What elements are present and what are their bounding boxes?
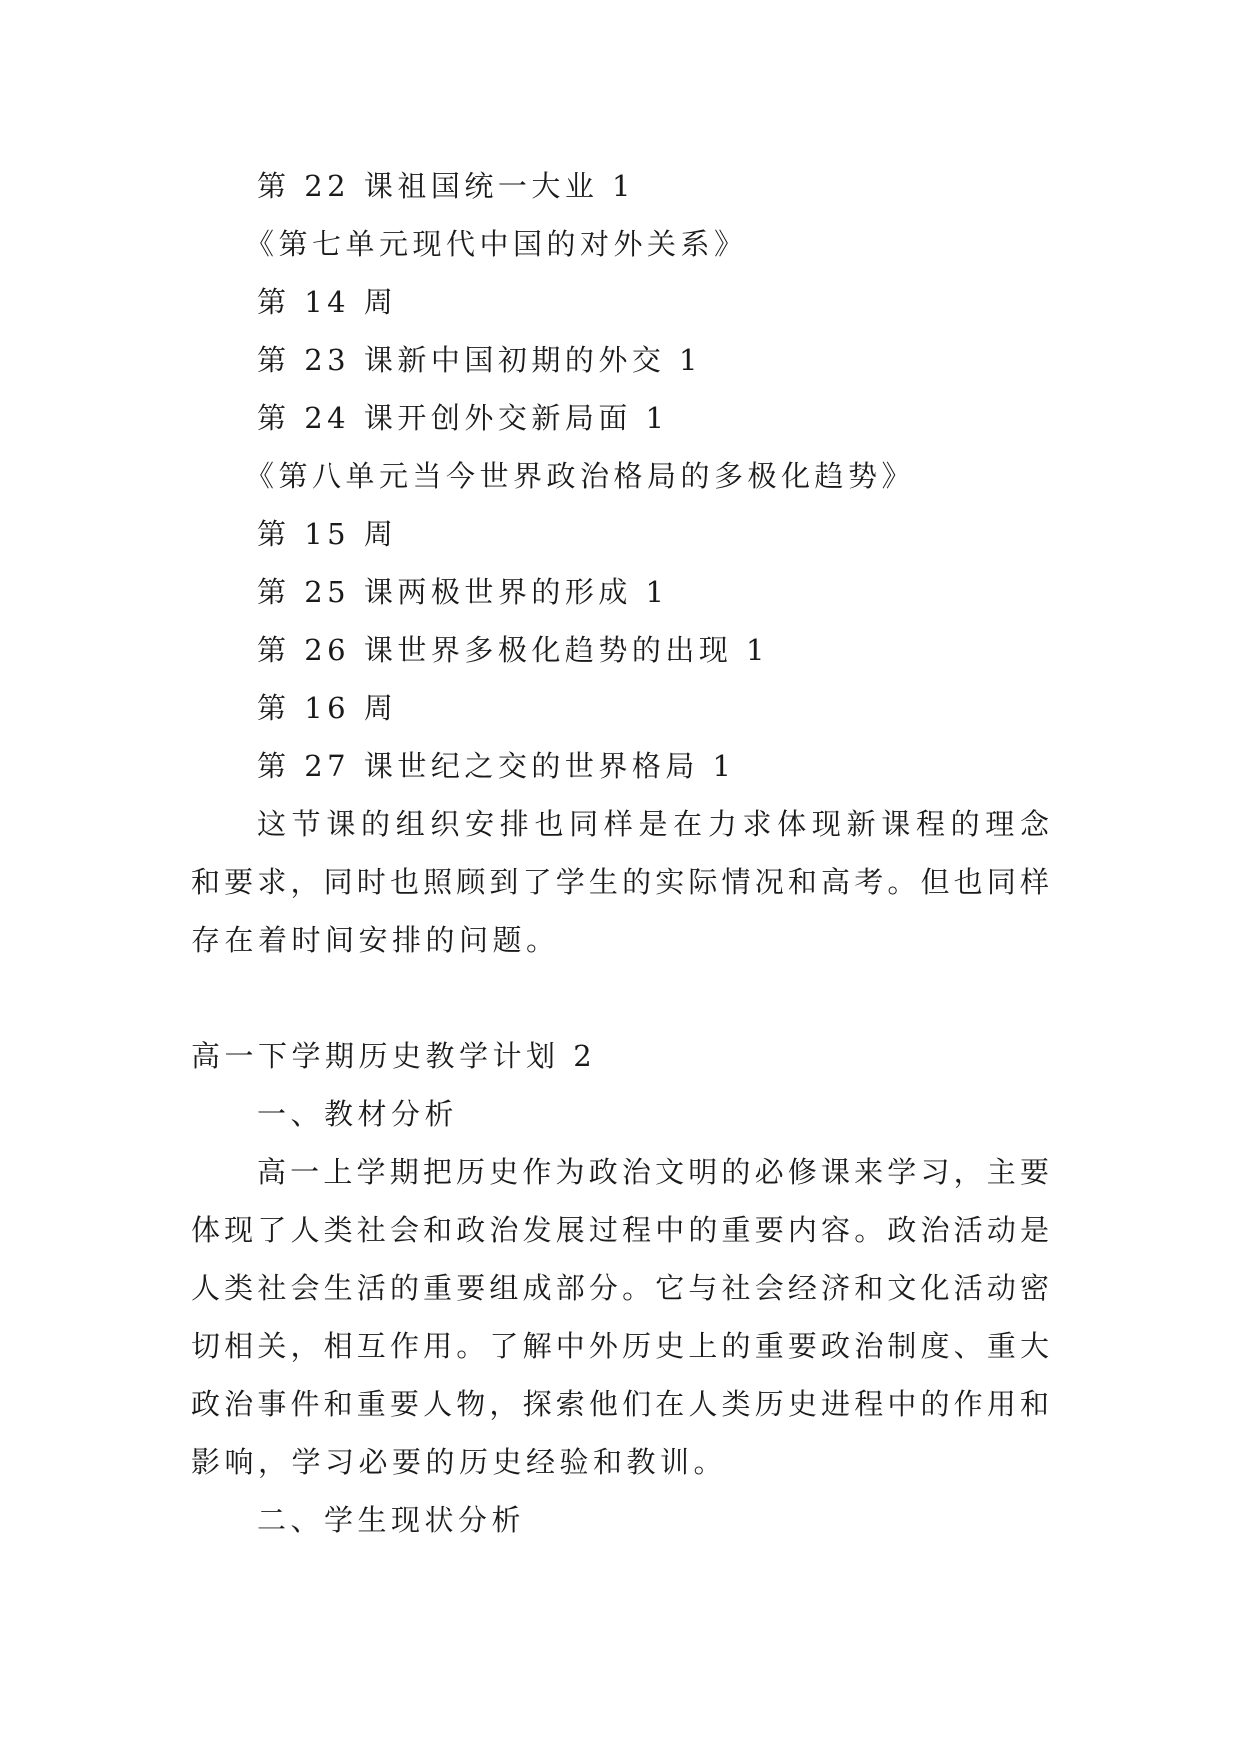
paragraph-line: 和要求，同时也照顾到了学生的实际情况和高考。但也同样 bbox=[191, 865, 1049, 899]
section-heading: 高一下学期历史教学计划 2 bbox=[191, 1039, 597, 1073]
unit-title: 《第八单元当今世界政治格局的多极化趋势》 bbox=[245, 459, 916, 493]
lesson-line: 第 23 课新中国初期的外交 1 bbox=[257, 343, 703, 377]
paragraph-line: 这节课的组织安排也同样是在力求体现新课程的理念 bbox=[257, 807, 1049, 841]
paragraph-line: 存在着时间安排的问题。 bbox=[191, 923, 560, 957]
unit-title: 《第七单元现代中国的对外关系》 bbox=[245, 227, 748, 261]
paragraph-line: 体现了人类社会和政治发展过程中的重要内容。政治活动是 bbox=[191, 1213, 1049, 1247]
paragraph-line: 人类社会生活的重要组成部分。它与社会经济和文化活动密 bbox=[191, 1271, 1049, 1305]
subsection-heading: 二、学生现状分析 bbox=[257, 1503, 526, 1537]
lesson-line: 第 26 课世界多极化趋势的出现 1 bbox=[257, 633, 770, 667]
paragraph-line: 高一上学期把历史作为政治文明的必修课来学习，主要 bbox=[257, 1155, 1049, 1189]
week-line: 第 15 周 bbox=[257, 517, 398, 551]
paragraph-line: 政治事件和重要人物，探索他们在人类历史进程中的作用和 bbox=[191, 1387, 1049, 1421]
lesson-line: 第 22 课祖国统一大业 1 bbox=[257, 169, 636, 203]
paragraph-line: 切相关，相互作用。了解中外历史上的重要政治制度、重大 bbox=[191, 1329, 1049, 1363]
lesson-line: 第 25 课两极世界的形成 1 bbox=[257, 575, 669, 609]
subsection-heading: 一、教材分析 bbox=[257, 1097, 459, 1131]
paragraph-line: 影响，学习必要的历史经验和教训。 bbox=[191, 1445, 728, 1479]
week-line: 第 14 周 bbox=[257, 285, 398, 319]
week-line: 第 16 周 bbox=[257, 691, 398, 725]
lesson-line: 第 24 课开创外交新局面 1 bbox=[257, 401, 669, 435]
lesson-line: 第 27 课世纪之交的世界格局 1 bbox=[257, 749, 736, 783]
